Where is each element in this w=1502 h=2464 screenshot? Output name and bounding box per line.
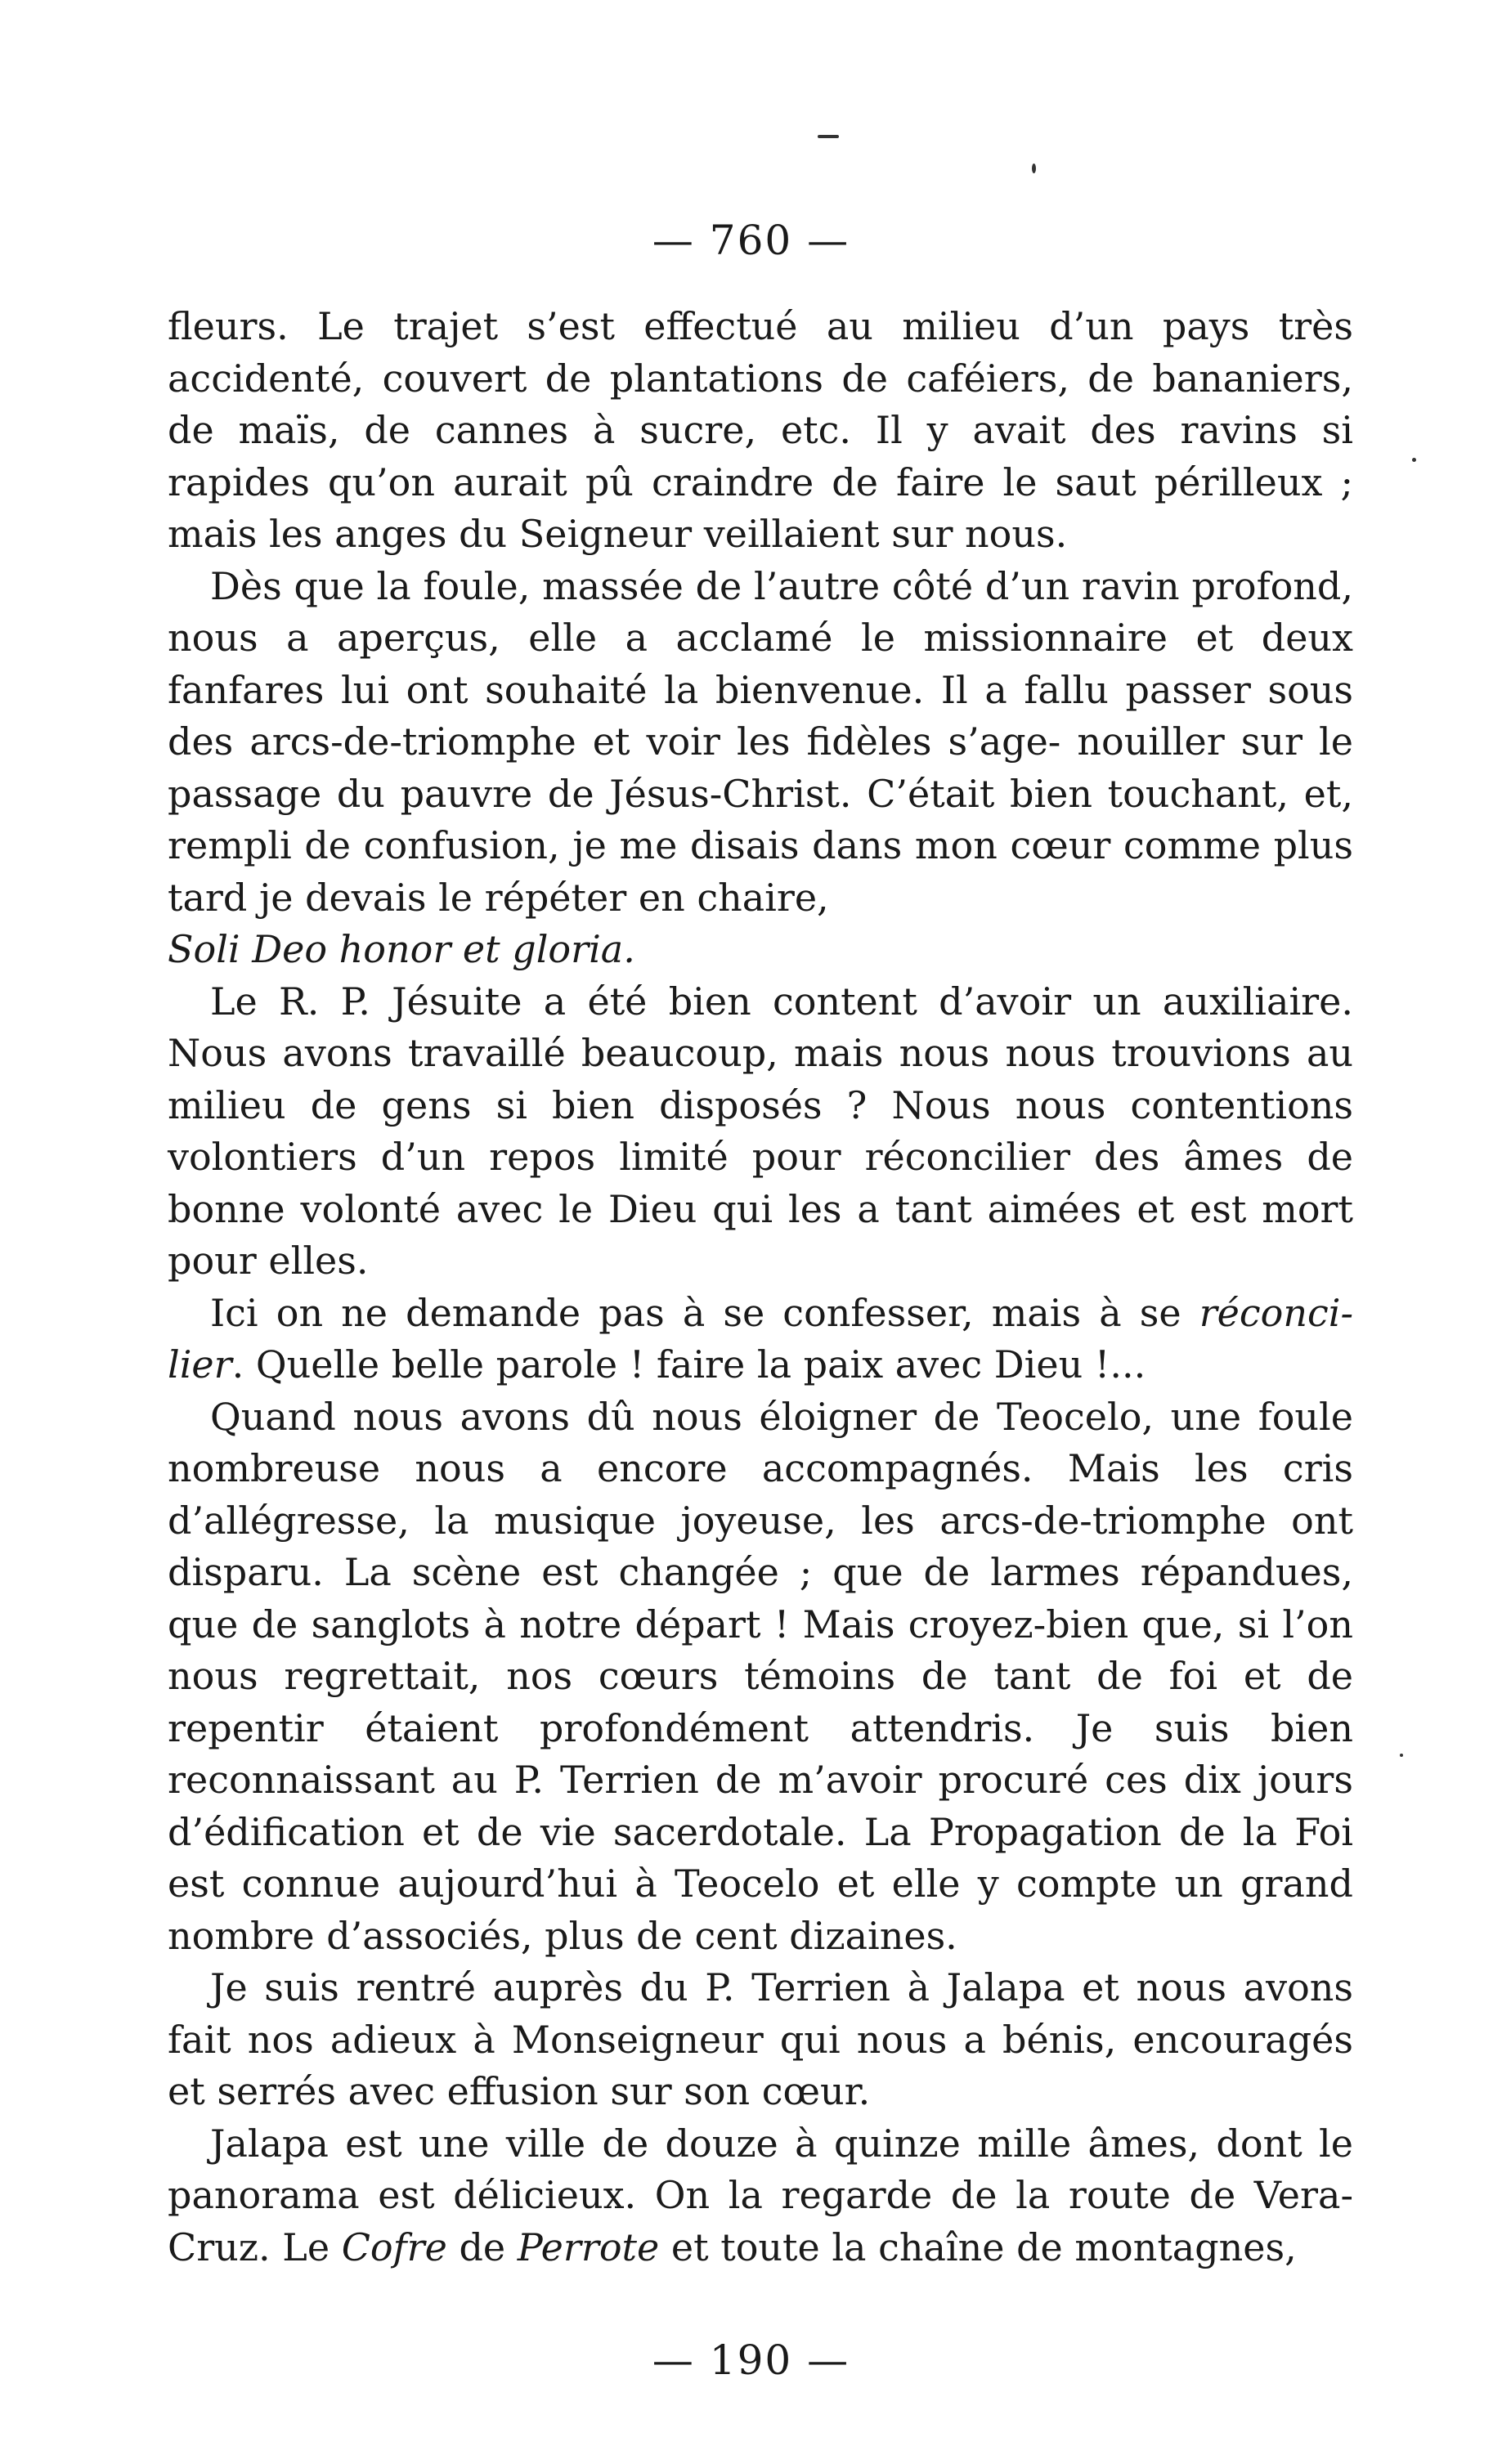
text-line: mais les anges du Seigneur veillaient sur nous. xyxy=(168,512,1068,556)
text-line: un grand nombre d’associés, plus de cent dizaines. xyxy=(168,1861,1353,1958)
text-line: rapides qu’on aurait pû craindre de faire le saut périlleux ; xyxy=(168,459,1353,504)
text-line: volontiers d’un repos limité pour réconcilier des âmes de xyxy=(168,1135,1353,1179)
text-line: disparu. La scène est changée ; que de larmes répandues, xyxy=(168,1550,1353,1594)
text-line: Dès que la foule, massée de l’autre côté d’un ravin xyxy=(210,563,1192,608)
paragraph-4 xyxy=(168,1288,1353,1391)
paragraph-1 xyxy=(168,301,1353,561)
text-line: mon cœur comme plus tard je devais le répéter en chaire, xyxy=(168,823,1353,920)
text-line: que de sanglots à notre départ ! Mais croyez-bien que, si l’on xyxy=(168,1602,1353,1646)
page-number: — 760 — xyxy=(652,217,850,264)
ink-speck xyxy=(1032,164,1036,173)
paragraph-7-italic-perrote: Perrote xyxy=(517,2224,660,2269)
body-text xyxy=(168,301,1353,2274)
paragraph-7 xyxy=(168,2118,1353,2274)
paragraph-7-italic-cofre: Cofre xyxy=(341,2224,447,2269)
text-line: d’allégresse, la musique joyeuse, les arcs-de-triomphe ont xyxy=(168,1498,1353,1543)
text-line: de maïs, de cannes à sucre, etc. Il y avait des ravins si xyxy=(168,408,1353,452)
text-line: nouiller sur le passage du pauvre de Jésus-Christ. C’était xyxy=(168,719,1353,816)
text-line: au milieu de gens si bien disposés ? Nous nous contentions xyxy=(168,1031,1353,1127)
text-line: pour elles. xyxy=(168,1239,369,1283)
text-line: Quand nous avons dû nous éloigner de Teocelo, une foule xyxy=(210,1394,1353,1439)
text-line: avons fait nos adieux à Monseigneur qui nous a bénis, xyxy=(168,1965,1353,2062)
text-line: reconnaissant au P. Terrien de m’avoir procuré ces dix xyxy=(168,1758,1258,1802)
paragraph-3 xyxy=(168,976,1353,1288)
paragraph-7-text-b: de xyxy=(446,2224,518,2269)
ink-speck xyxy=(818,135,839,138)
text-line: bonne volonté avec le Dieu qui les a tant aimées et est mort xyxy=(168,1186,1353,1231)
text-line: profond, nous a aperçus, elle a acclamé le missionnaire et xyxy=(168,563,1353,660)
text-line: fleurs. Le trajet s’est effectué au milieu d’un pays très xyxy=(168,304,1353,348)
paragraph-4-text-a: Ici on ne demande pas à se confesser, mais à se xyxy=(210,1290,1199,1335)
ink-speck xyxy=(1400,1754,1403,1757)
paragraph-2-motto: Soli Deo honor et gloria. xyxy=(168,927,635,971)
paragraph-4-italic: réconci-lier xyxy=(168,1290,1353,1387)
paragraph-2 xyxy=(168,561,1353,925)
paragraph-4-text-b: . Quelle belle parole ! faire la paix avec Dieu !... xyxy=(231,1342,1146,1387)
text-line: nous regrettait, nos cœurs témoins de tant de foi et de xyxy=(168,1654,1353,1698)
text-line: encouragés et serrés avec effusion sur son cœur. xyxy=(168,2017,1353,2113)
text-line: Je suis rentré auprès du P. Terrien à Jalapa et nous xyxy=(210,1965,1244,2009)
ink-speck xyxy=(1412,458,1416,462)
text-line: Nous avons travaillé beaucoup, mais nous nous trouvions xyxy=(168,1031,1307,1075)
signature-mark: — 190 — xyxy=(652,2336,850,2384)
text-line: nombreuse nous a encore accompagnés. Mais les cris xyxy=(168,1446,1353,1490)
text-line: accidenté, couvert de plantations de caféiers, de bananiers, xyxy=(168,356,1353,401)
text-line: deux fanfares lui ont souhaité la bienvenue. Il a fallu xyxy=(168,616,1353,712)
text-line: repentir étaient profondément attendris. Je suis bien xyxy=(168,1705,1353,1750)
paragraph-6 xyxy=(168,1962,1353,2118)
text-line: passer sous des arcs-de-triomphe et voir les fidèles s’age- xyxy=(168,667,1353,764)
paragraph-7-text-c: et toute la chaîne de montagnes, xyxy=(659,2224,1297,2269)
paragraph-7-text-a: Jalapa est une ville de douze à quinze mille âmes, dont le panorama est délicieux. On la regarde de la route de Vera-Cruz. Le xyxy=(168,2121,1353,2269)
text-line: bien touchant, et, rempli de confusion, je me disais dans xyxy=(168,771,1354,867)
text-line: Le R. P. Jésuite a été bien content d’avoir un auxiliaire. xyxy=(210,979,1353,1024)
text-line: de la Foi est connue aujourd’hui à Teocelo et elle y compte xyxy=(168,1809,1354,1906)
text-line: jours d’édification et de vie sacerdotale. La Propagation xyxy=(168,1758,1353,1854)
paragraph-5 xyxy=(168,1391,1353,1963)
